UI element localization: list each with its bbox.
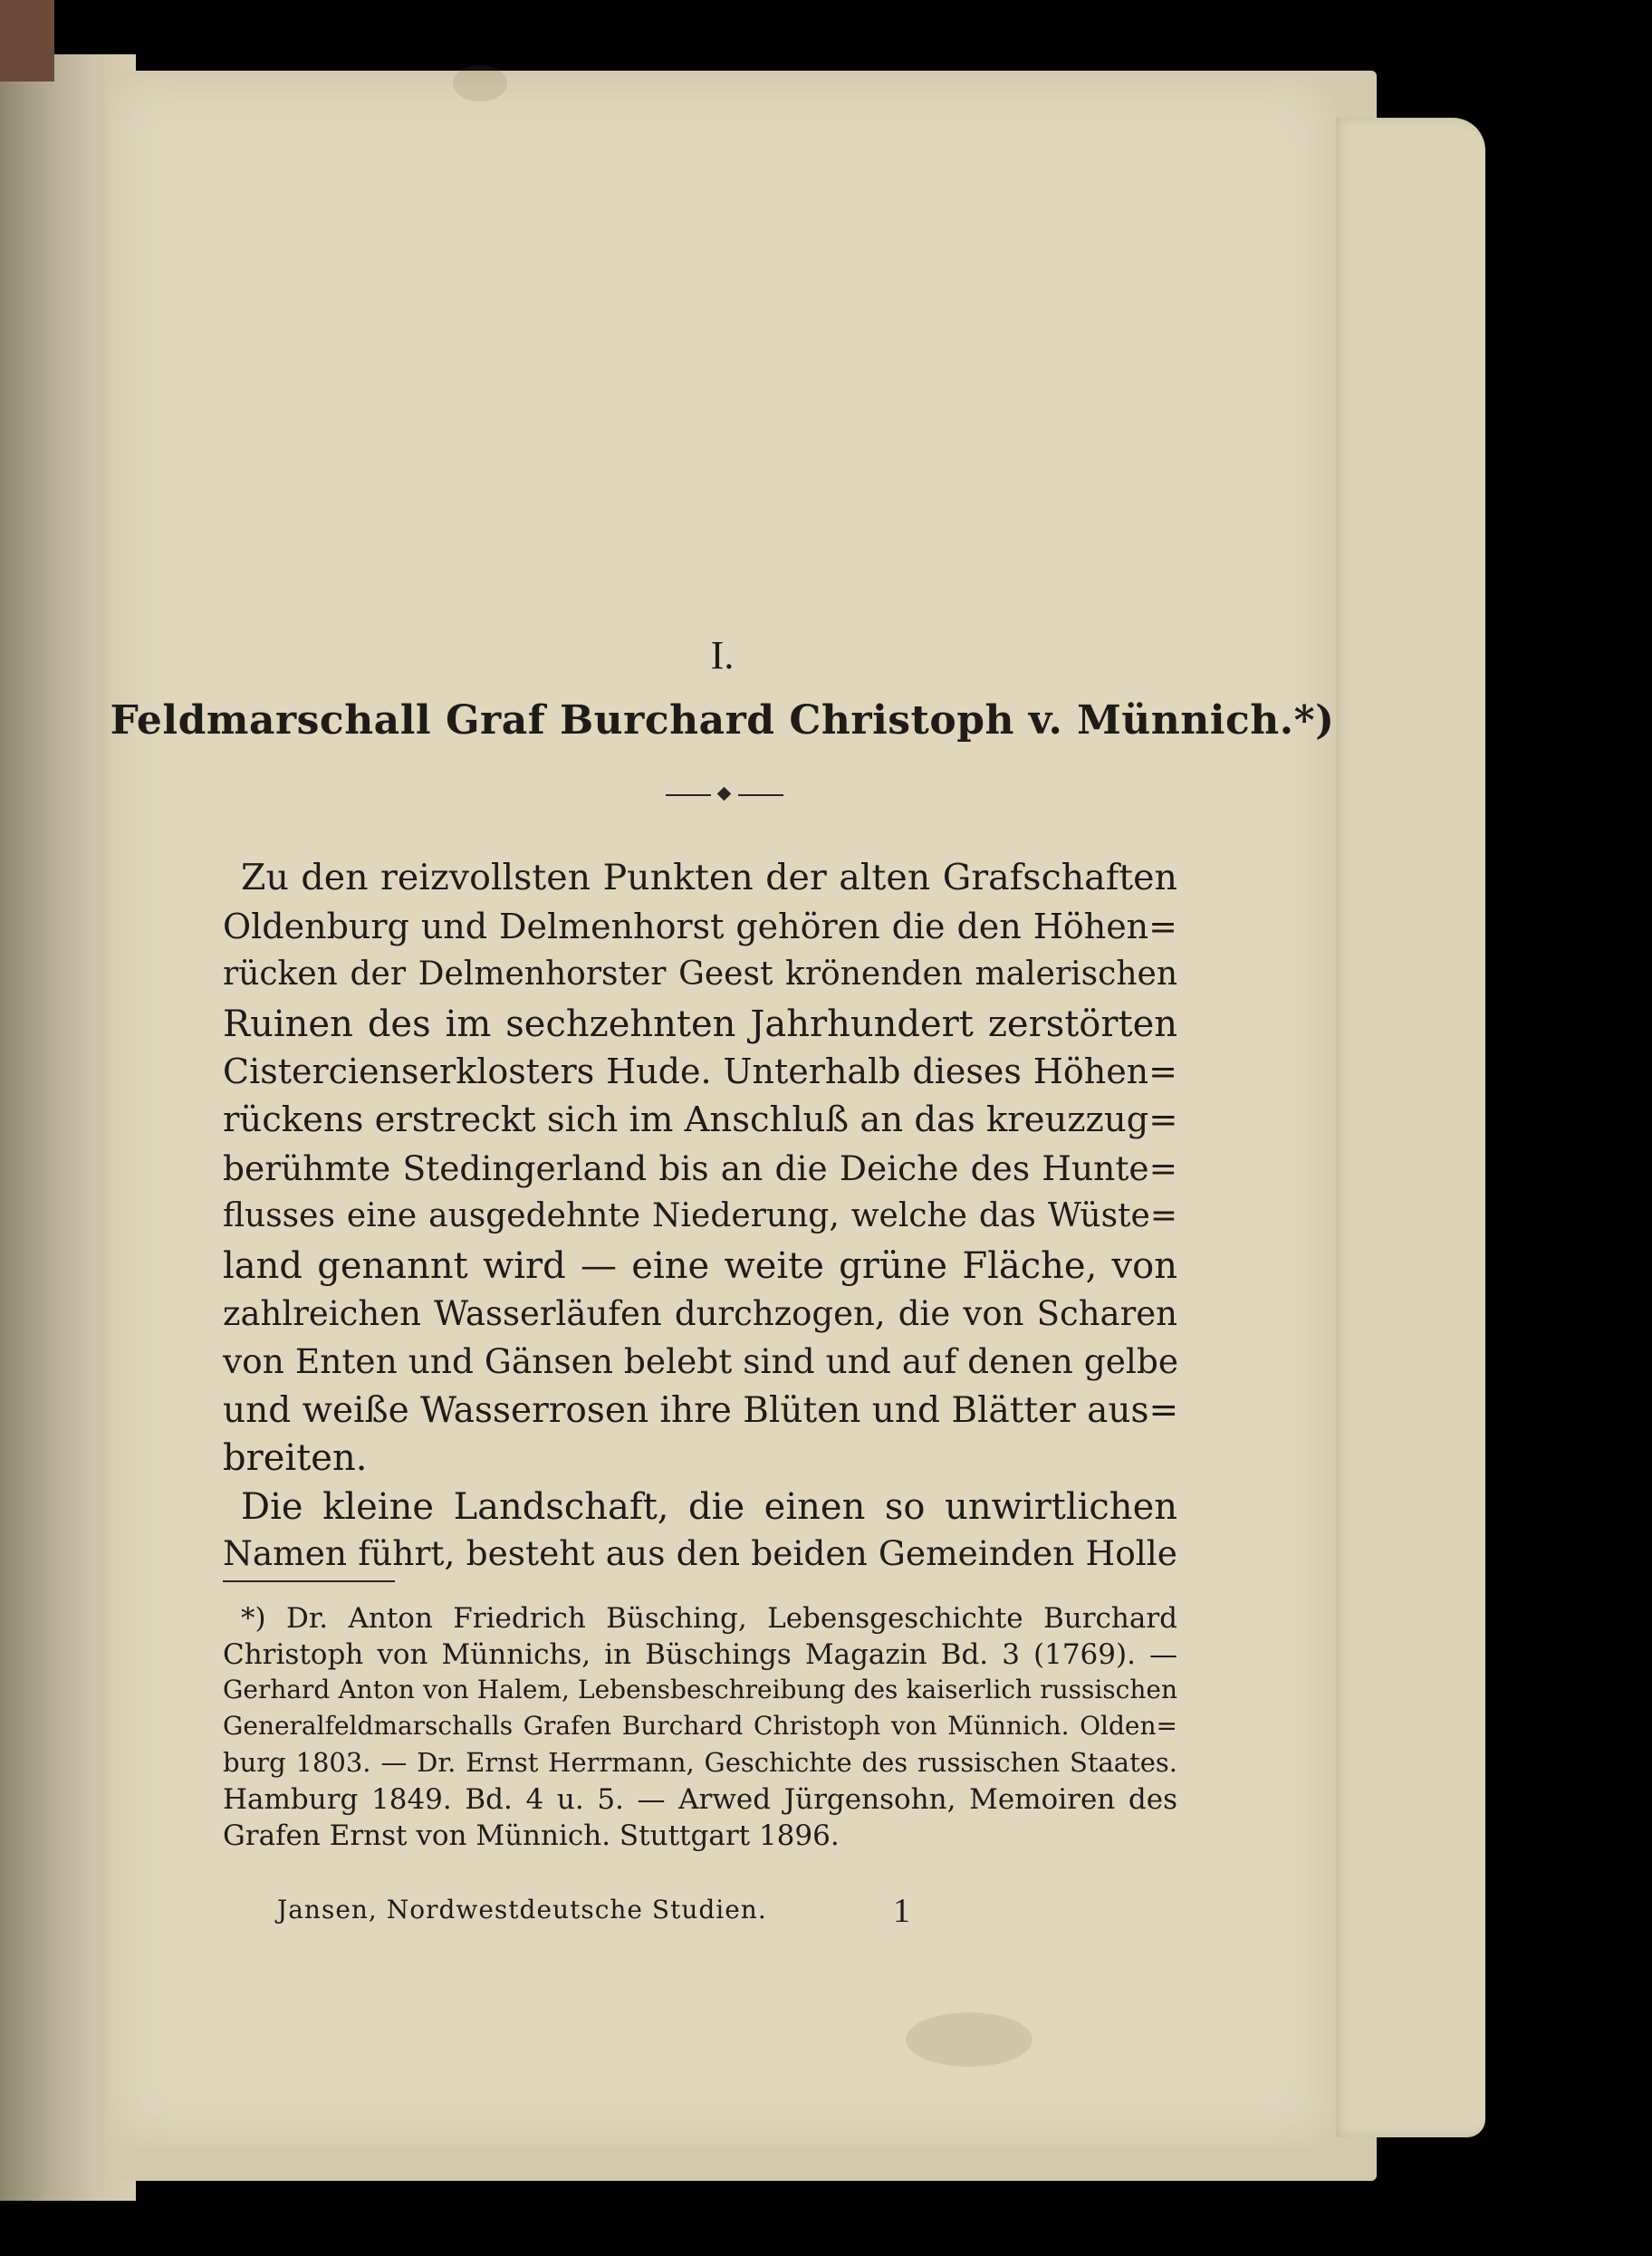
body-line: Ruinen des im sechzehnten Jahrhundert zerstörten [223, 1003, 1177, 1045]
chapter-number: I. [710, 633, 735, 677]
footnote-line: Hamburg 1849. Bd. 4 u. 5. — Arwed Jürgensohn, Memoiren des [223, 1783, 1177, 1816]
footnote-line: Generalfeldmarschalls Grafen Burchard Christoph von Münnich. Olden= [223, 1711, 1177, 1741]
body-line: berühmte Stedingerland bis an die Deiche des Hunte= [223, 1148, 1177, 1188]
footnote-line: Christoph von Münnichs, in Büschings Magazin Bd. 3 (1769). — [223, 1638, 1177, 1671]
body-line: flusses eine ausgedehnte Niederung, welche das Wüste= [223, 1197, 1177, 1234]
chapter-title: Feldmarschall Graf Burchard Christoph v. Münnich.*) [110, 697, 1335, 744]
body-line: Die kleine Landschaft, die einen so unwirtlichen [241, 1486, 1177, 1528]
footnote-line: Grafen Ernst von Münnich. Stuttgart 1896. [223, 1819, 840, 1852]
footnote-rule [223, 1580, 395, 1582]
body-line: Namen führt, besteht aus den beiden Gemeinden Holle [223, 1533, 1177, 1573]
body-line: und weiße Wasserrosen ihre Blüten und Blätter aus= [223, 1390, 1179, 1431]
footnote-line: Gerhard Anton von Halem, Lebensbeschreibung des kaiserlich russischen [223, 1675, 1177, 1704]
footnote-line: burg 1803. — Dr. Ernst Herrmann, Geschichte des russischen Staates. [223, 1747, 1177, 1778]
page-number: 1 [893, 1892, 910, 1930]
body-line: zahlreichen Wasserläufen durchzogen, die von Scharen [223, 1294, 1177, 1333]
body-line: Oldenburg und Delmenhorst gehören die den Höhen= [223, 907, 1177, 946]
body-line: rückens erstreckt sich im Anschluß an das kreuzzug= [223, 1099, 1178, 1140]
diamond-ornament-icon [717, 787, 732, 802]
body-line: breiten. [223, 1437, 368, 1479]
running-footer: Jansen, Nordwestdeutsche Studien. [277, 1895, 767, 1925]
title-ornament [109, 786, 1336, 804]
book-spine [0, 0, 54, 82]
body-line: Zu den reizvollsten Punkten der alten Grafschaften [241, 857, 1177, 898]
page-text [109, 0, 1336, 2146]
body-line: land genannt wird — eine weite grüne Fläche, von [223, 1245, 1177, 1287]
body-line: von Enten und Gänsen belebt sind und auf denen gelbe [223, 1341, 1179, 1381]
footnote-line: *) Dr. Anton Friedrich Büsching, Lebensgeschichte Burchard [241, 1602, 1177, 1635]
page-edge-right [1331, 118, 1485, 2137]
body-line: rücken der Delmenhorster Geest krönenden malerischen [223, 955, 1177, 993]
body-line: Cistercienserklosters Hude. Unterhalb dieses Höhen= [223, 1051, 1177, 1091]
